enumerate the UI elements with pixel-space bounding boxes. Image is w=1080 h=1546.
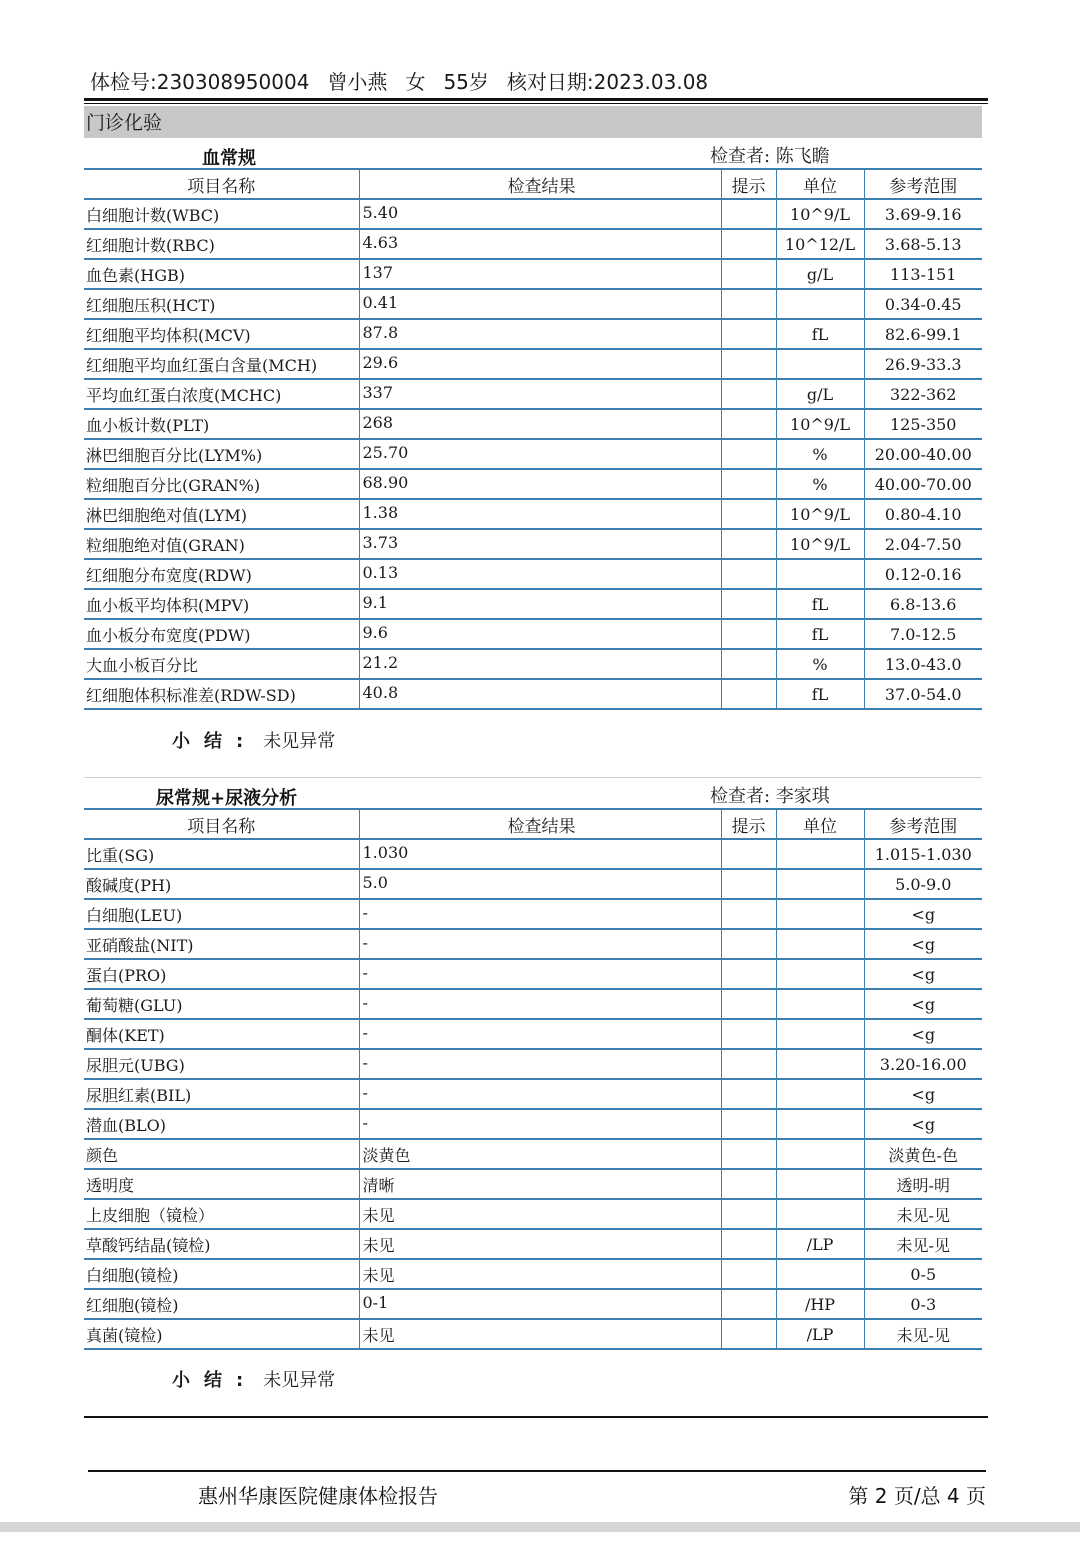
item-unit <box>776 1019 864 1049</box>
urine-section-title: 尿常规+尿液分析 <box>156 788 298 809</box>
item-name: 红细胞压积(HCT) <box>84 289 359 319</box>
item-range: 0.80-4.10 <box>864 499 982 529</box>
item-unit <box>776 869 864 899</box>
item-result: - <box>359 1109 721 1139</box>
table-row <box>84 409 982 439</box>
item-unit <box>776 1169 864 1199</box>
item-unit <box>776 839 864 869</box>
item-unit: g/L <box>776 259 864 289</box>
item-unit: /LP <box>776 1229 864 1259</box>
table-header-row <box>84 809 982 839</box>
item-range: 3.69-9.16 <box>864 199 982 229</box>
item-name: 红细胞平均体积(MCV) <box>84 319 359 349</box>
item-result: 137 <box>359 259 721 289</box>
item-unit: 10^9/L <box>776 499 864 529</box>
patient-sex: 女 <box>405 70 426 94</box>
table-row <box>84 499 982 529</box>
item-hint <box>721 1169 776 1199</box>
item-name: 亚硝酸盐(NIT) <box>84 929 359 959</box>
col-header-hint: 提示 <box>721 169 776 199</box>
item-name: 白细胞(LEU) <box>84 899 359 929</box>
patient-name: 曾小燕 <box>327 70 388 94</box>
item-hint <box>721 1049 776 1079</box>
section-separator <box>84 777 982 778</box>
item-result: 清晰 <box>359 1169 721 1199</box>
item-range: 26.9-33.3 <box>864 349 982 379</box>
table-row <box>84 259 982 289</box>
item-result: - <box>359 989 721 1019</box>
item-name: 尿胆元(UBG) <box>84 1049 359 1079</box>
patient-age: 55岁 <box>443 70 489 94</box>
item-range: 125-350 <box>864 409 982 439</box>
table-row <box>84 1079 982 1109</box>
item-hint <box>721 1079 776 1109</box>
item-range: 6.8-13.6 <box>864 589 982 619</box>
item-hint <box>721 559 776 589</box>
table-row <box>84 929 982 959</box>
item-hint <box>721 529 776 559</box>
item-unit <box>776 1139 864 1169</box>
item-hint <box>721 229 776 259</box>
item-range: 0.12-0.16 <box>864 559 982 589</box>
header-divider <box>84 98 988 101</box>
item-unit: 10^9/L <box>776 199 864 229</box>
item-hint <box>721 439 776 469</box>
item-result: - <box>359 1079 721 1109</box>
table-row <box>84 1019 982 1049</box>
table-row <box>84 199 982 229</box>
item-result: - <box>359 899 721 929</box>
item-unit: /HP <box>776 1289 864 1319</box>
item-hint <box>721 899 776 929</box>
blood-summary <box>172 727 335 753</box>
table-row <box>84 319 982 349</box>
content-end-rule <box>84 1416 988 1418</box>
table-row <box>84 1229 982 1259</box>
item-range: 322-362 <box>864 379 982 409</box>
item-range: 82.6-99.1 <box>864 319 982 349</box>
item-unit: fL <box>776 619 864 649</box>
summary-text: 未见异常 <box>263 731 336 752</box>
urine-results-table <box>84 808 982 1350</box>
item-unit <box>776 559 864 589</box>
item-hint <box>721 199 776 229</box>
table-row <box>84 529 982 559</box>
blood-examiner: 检查者: 陈飞瞻 <box>710 146 830 167</box>
item-name: 红细胞(镜检) <box>84 1289 359 1319</box>
item-range: 1.015-1.030 <box>864 839 982 869</box>
item-name: 血小板平均体积(MPV) <box>84 589 359 619</box>
item-result: - <box>359 1049 721 1079</box>
item-name: 白细胞计数(WBC) <box>84 199 359 229</box>
col-header-range: 参考范围 <box>864 809 982 839</box>
table-row <box>84 899 982 929</box>
item-result: 未见 <box>359 1199 721 1229</box>
item-name: 潜血(BLO) <box>84 1109 359 1139</box>
item-unit: % <box>776 439 864 469</box>
col-header-result: 检查结果 <box>359 169 721 199</box>
item-result: 1.38 <box>359 499 721 529</box>
item-range: <g <box>864 1109 982 1139</box>
blood-section-title: 血常规 <box>202 148 256 169</box>
item-hint <box>721 499 776 529</box>
table-row <box>84 649 982 679</box>
item-hint <box>721 929 776 959</box>
footer-page-number: 第 2 页/总 4 页 <box>848 1484 986 1508</box>
item-hint <box>721 1259 776 1289</box>
col-header-result: 检查结果 <box>359 809 721 839</box>
item-unit <box>776 959 864 989</box>
table-row <box>84 869 982 899</box>
item-hint <box>721 959 776 989</box>
item-range: 40.00-70.00 <box>864 469 982 499</box>
footer-hospital: 惠州华康医院健康体检报告 <box>198 1484 438 1508</box>
urine-summary <box>172 1366 335 1392</box>
item-name: 血小板计数(PLT) <box>84 409 359 439</box>
col-header-name: 项目名称 <box>84 809 359 839</box>
item-unit <box>776 989 864 1019</box>
footer-rule <box>88 1470 986 1472</box>
item-result: 0.13 <box>359 559 721 589</box>
item-hint <box>721 1139 776 1169</box>
item-range: <g <box>864 989 982 1019</box>
item-result: - <box>359 1019 721 1049</box>
item-unit: fL <box>776 679 864 709</box>
table-row <box>84 959 982 989</box>
item-range: 7.0-12.5 <box>864 619 982 649</box>
item-unit <box>776 1079 864 1109</box>
item-hint <box>721 679 776 709</box>
item-unit: fL <box>776 319 864 349</box>
table-row <box>84 469 982 499</box>
table-row <box>84 559 982 589</box>
item-hint <box>721 349 776 379</box>
item-range: 未见-见 <box>864 1229 982 1259</box>
item-name: 酸碱度(PH) <box>84 869 359 899</box>
item-result: 268 <box>359 409 721 439</box>
item-hint <box>721 1109 776 1139</box>
header-divider-thin <box>84 103 988 104</box>
item-range: 37.0-54.0 <box>864 679 982 709</box>
item-unit: /LP <box>776 1319 864 1349</box>
item-result: 0.41 <box>359 289 721 319</box>
item-hint <box>721 379 776 409</box>
item-result: - <box>359 929 721 959</box>
item-name: 红细胞体积标准差(RDW-SD) <box>84 679 359 709</box>
item-hint <box>721 1319 776 1349</box>
summary-label: 小结: <box>172 731 258 752</box>
item-result: 5.0 <box>359 869 721 899</box>
item-result: 5.40 <box>359 199 721 229</box>
item-result: 25.70 <box>359 439 721 469</box>
item-result: 9.1 <box>359 589 721 619</box>
item-hint <box>721 1289 776 1319</box>
table-row <box>84 1049 982 1079</box>
col-header-hint: 提示 <box>721 809 776 839</box>
item-range: 未见-见 <box>864 1199 982 1229</box>
item-name: 平均血红蛋白浓度(MCHC) <box>84 379 359 409</box>
item-name: 粒细胞绝对值(GRAN) <box>84 529 359 559</box>
item-name: 淋巴细胞百分比(LYM%) <box>84 439 359 469</box>
item-range: 3.68-5.13 <box>864 229 982 259</box>
table-row <box>84 1319 982 1349</box>
item-name: 透明度 <box>84 1169 359 1199</box>
item-name: 酮体(KET) <box>84 1019 359 1049</box>
item-hint <box>721 589 776 619</box>
item-result: 68.90 <box>359 469 721 499</box>
item-unit: 10^12/L <box>776 229 864 259</box>
item-result: 87.8 <box>359 319 721 349</box>
item-name: 上皮细胞（镜检） <box>84 1199 359 1229</box>
item-result: 1.030 <box>359 839 721 869</box>
table-row <box>84 289 982 319</box>
item-range: <g <box>864 1079 982 1109</box>
item-result: 4.63 <box>359 229 721 259</box>
item-result: 29.6 <box>359 349 721 379</box>
item-unit: g/L <box>776 379 864 409</box>
item-result: 淡黄色 <box>359 1139 721 1169</box>
exam-number: 体检号:230308950004 <box>90 70 310 94</box>
item-unit: 10^9/L <box>776 409 864 439</box>
item-hint <box>721 989 776 1019</box>
item-unit <box>776 1199 864 1229</box>
item-unit <box>776 899 864 929</box>
bottom-band <box>0 1522 1080 1532</box>
item-range: 13.0-43.0 <box>864 649 982 679</box>
item-hint <box>721 1019 776 1049</box>
table-row <box>84 839 982 869</box>
item-unit: % <box>776 469 864 499</box>
table-row <box>84 1259 982 1289</box>
item-name: 红细胞分布宽度(RDW) <box>84 559 359 589</box>
item-name: 真菌(镜检) <box>84 1319 359 1349</box>
item-unit <box>776 289 864 319</box>
item-hint <box>721 409 776 439</box>
item-result: - <box>359 959 721 989</box>
item-unit: 10^9/L <box>776 529 864 559</box>
item-unit: fL <box>776 589 864 619</box>
item-range: 透明-明 <box>864 1169 982 1199</box>
item-name: 尿胆红素(BIL) <box>84 1079 359 1109</box>
item-hint <box>721 839 776 869</box>
item-range: 0-3 <box>864 1289 982 1319</box>
item-name: 草酸钙结晶(镜检) <box>84 1229 359 1259</box>
item-name: 淋巴细胞绝对值(LYM) <box>84 499 359 529</box>
item-range: <g <box>864 899 982 929</box>
item-range: 20.00-40.00 <box>864 439 982 469</box>
table-row <box>84 349 982 379</box>
item-range: <g <box>864 929 982 959</box>
item-range: 113-151 <box>864 259 982 289</box>
table-row <box>84 679 982 709</box>
item-result: 未见 <box>359 1319 721 1349</box>
item-unit <box>776 1109 864 1139</box>
table-header-row <box>84 169 982 199</box>
item-unit: % <box>776 649 864 679</box>
blood-results-table <box>84 168 982 710</box>
item-range: 5.0-9.0 <box>864 869 982 899</box>
item-hint <box>721 619 776 649</box>
item-result: 0-1 <box>359 1289 721 1319</box>
item-range: 0.34-0.45 <box>864 289 982 319</box>
item-name: 葡萄糖(GLU) <box>84 989 359 1019</box>
table-row <box>84 1169 982 1199</box>
summary-text: 未见异常 <box>263 1370 336 1391</box>
item-result: 未见 <box>359 1259 721 1289</box>
item-name: 大血小板百分比 <box>84 649 359 679</box>
item-hint <box>721 1229 776 1259</box>
item-unit <box>776 929 864 959</box>
col-header-name: 项目名称 <box>84 169 359 199</box>
col-header-unit: 单位 <box>776 809 864 839</box>
item-hint <box>721 649 776 679</box>
col-header-range: 参考范围 <box>864 169 982 199</box>
item-result: 9.6 <box>359 619 721 649</box>
item-result: 40.8 <box>359 679 721 709</box>
table-row <box>84 1109 982 1139</box>
item-range: <g <box>864 959 982 989</box>
item-name: 血色素(HGB) <box>84 259 359 289</box>
item-range: 淡黄色-色 <box>864 1139 982 1169</box>
item-name: 蛋白(PRO) <box>84 959 359 989</box>
item-hint <box>721 469 776 499</box>
item-result: 21.2 <box>359 649 721 679</box>
table-row <box>84 379 982 409</box>
item-unit <box>776 349 864 379</box>
summary-label: 小结: <box>172 1370 258 1391</box>
urine-examiner: 检查者: 李家琪 <box>710 786 830 807</box>
item-name: 白细胞(镜检) <box>84 1259 359 1289</box>
item-result: 3.73 <box>359 529 721 559</box>
item-result: 未见 <box>359 1229 721 1259</box>
item-name: 颜色 <box>84 1139 359 1169</box>
table-row <box>84 1139 982 1169</box>
section-title: 门诊化验 <box>84 106 982 138</box>
table-row <box>84 1289 982 1319</box>
item-range: 2.04-7.50 <box>864 529 982 559</box>
item-range: <g <box>864 1019 982 1049</box>
item-name: 血小板分布宽度(PDW) <box>84 619 359 649</box>
item-name: 红细胞计数(RBC) <box>84 229 359 259</box>
report-header <box>90 66 726 95</box>
item-name: 红细胞平均血红蛋白含量(MCH) <box>84 349 359 379</box>
item-unit <box>776 1259 864 1289</box>
item-range: 未见-见 <box>864 1319 982 1349</box>
item-hint <box>721 1199 776 1229</box>
item-hint <box>721 319 776 349</box>
item-name: 粒细胞百分比(GRAN%) <box>84 469 359 499</box>
item-unit <box>776 1049 864 1079</box>
item-hint <box>721 289 776 319</box>
item-name: 比重(SG) <box>84 839 359 869</box>
table-row <box>84 619 982 649</box>
item-hint <box>721 259 776 289</box>
item-range: 3.20-16.00 <box>864 1049 982 1079</box>
check-date: 核对日期:2023.03.08 <box>506 70 709 94</box>
item-hint <box>721 869 776 899</box>
item-result: 337 <box>359 379 721 409</box>
item-range: 0-5 <box>864 1259 982 1289</box>
col-header-unit: 单位 <box>776 169 864 199</box>
table-row <box>84 439 982 469</box>
table-row <box>84 1199 982 1229</box>
table-row <box>84 229 982 259</box>
table-row <box>84 589 982 619</box>
table-row <box>84 989 982 1019</box>
